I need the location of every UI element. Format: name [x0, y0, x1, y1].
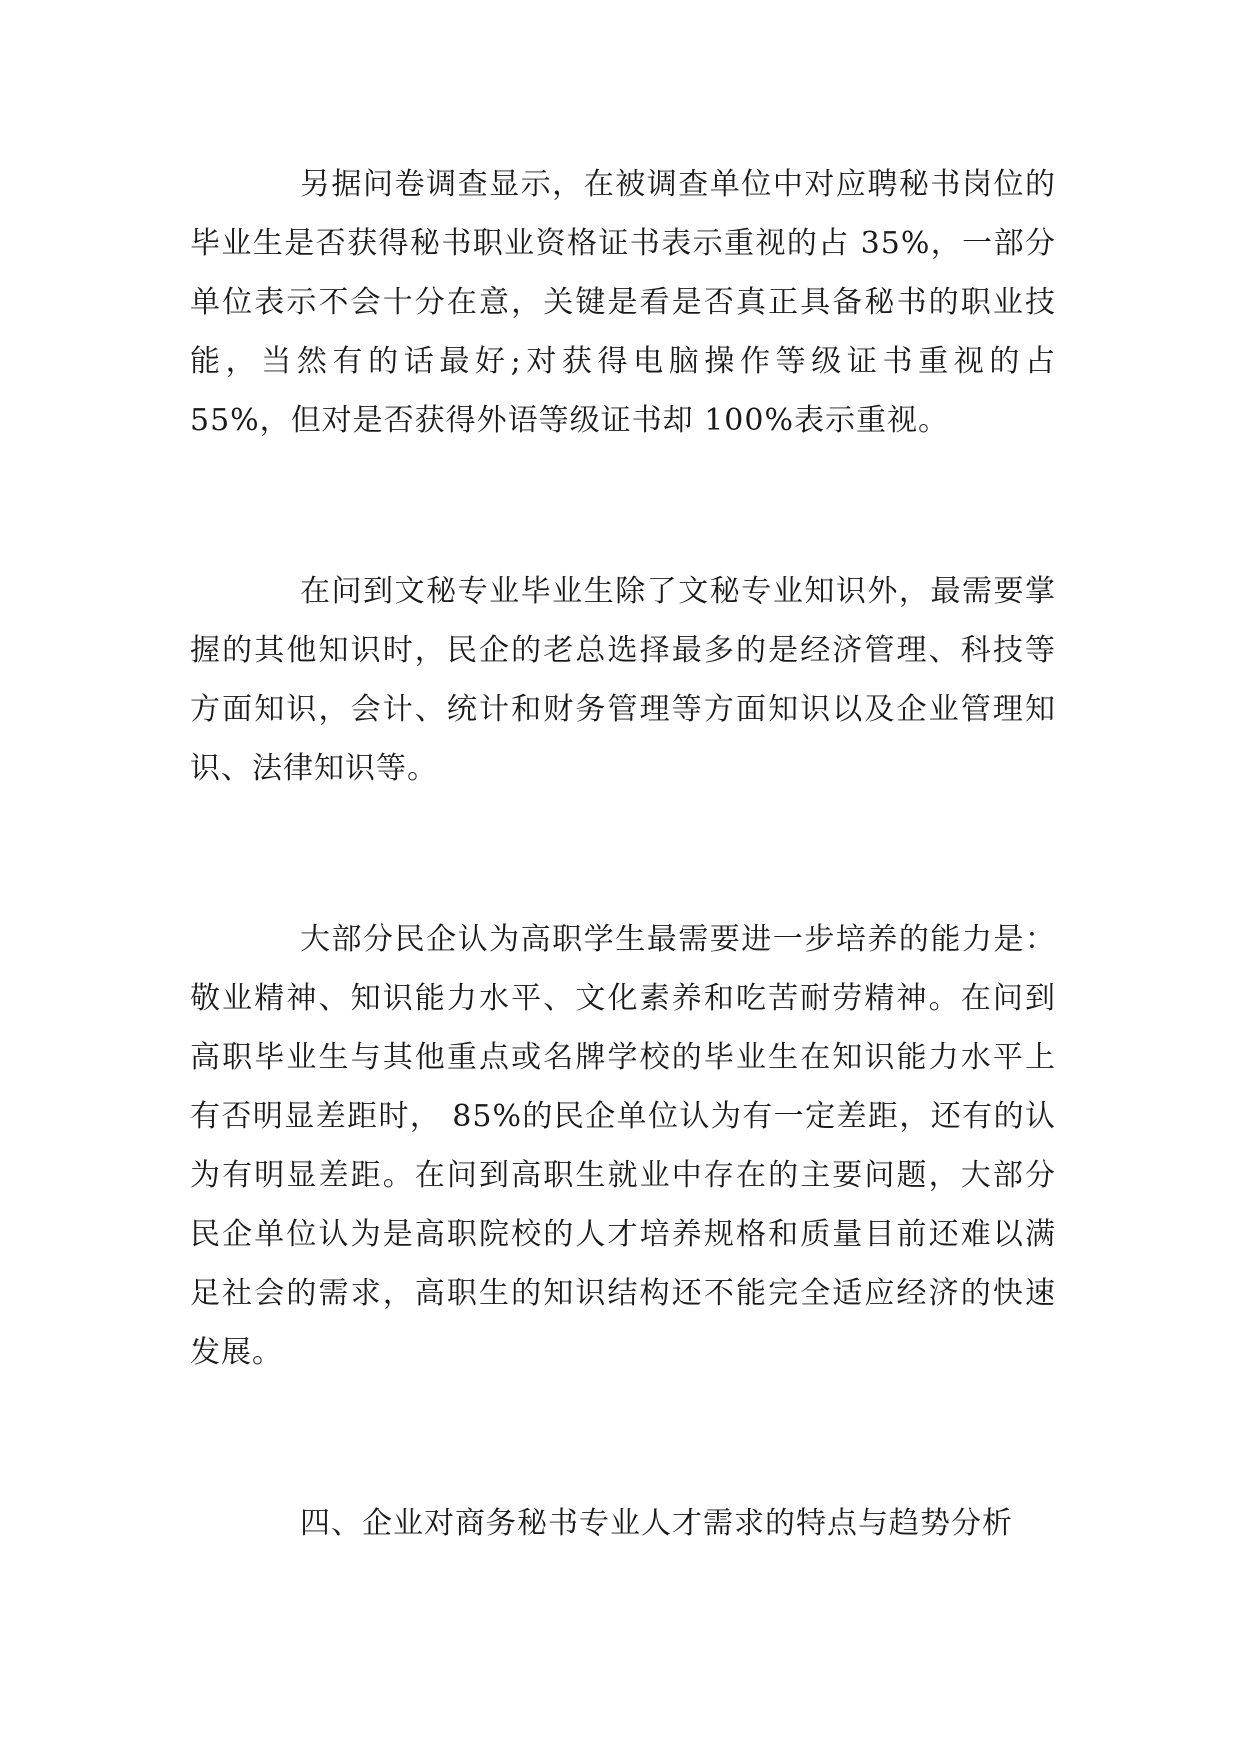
paragraph-other-knowledge: 在问到文秘专业毕业生除了文秘专业知识外，最需要掌握的其他知识时，民企的老总选择最多的是经济管理、科技等方面知识，会计、统计和财务管理等方面知识以及企业管理知识、法律知识等。	[190, 574, 1056, 786]
section-heading: 四、企业对商务秘书专业人才需求的特点与趋势分析	[300, 1506, 1013, 1541]
paragraph-abilities: 大部分民企认为高职学生最需要进一步培养的能力是：敬业精神、知识能力水平、文化素养和吃苦耐劳精神。在问到高职毕业生与其他重点或名牌学校的毕业生在知识能力水平上有否明显差距时， 85%的民企单位认为有一定差距，还有的认为有明显差距。在问到高职生就业中存在的主要问题，大部分民企单位认为是高职院校的人才培养规格和质量目前还难以满足社会的需求，高职生的知识结构还不能完全适应经济的快速发展。	[190, 922, 1056, 1370]
paragraph-certificates: 另据问卷调查显示，在被调查单位中对应聘秘书岗位的毕业生是否获得秘书职业资格证书表示重视的占 35%，一部分单位表示不会十分在意，关键是看是否真正具备秘书的职业技能，当然有的话最好;对获得电脑操作等级证书重视的占 55%，但对是否获得外语等级证书却 100%表示重视。	[190, 167, 1056, 438]
